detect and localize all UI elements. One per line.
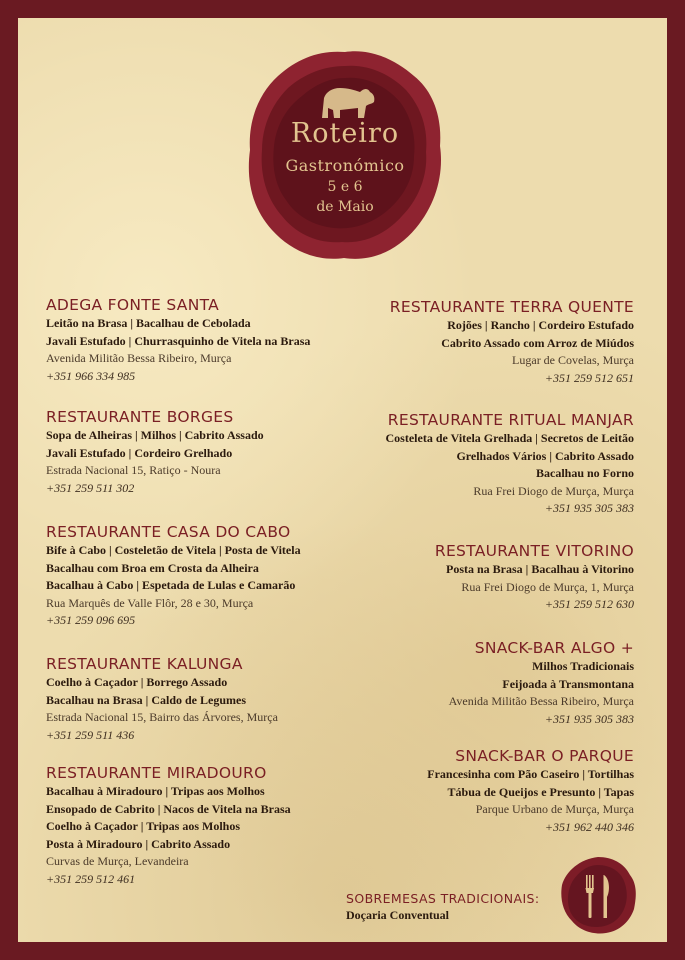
restaurant-name: SNACK-BAR ALGO +	[474, 639, 634, 657]
dish-line: Javali Estufado | Cordeiro Grelhado	[46, 445, 233, 460]
dish-line: Leitão na Brasa | Bacalhau de Cebolada	[46, 316, 251, 330]
restaurant-borges	[46, 407, 264, 497]
dish-line: Bife à Cabo | Costeletão de Vitela | Posta de Vitela	[46, 543, 301, 557]
restaurant-miradouro	[46, 763, 291, 888]
dish-line: Bacalhau à Cabo | Espetada de Lulas e Camarão	[46, 578, 296, 592]
restaurant-phone: +351 259 511 302	[46, 480, 135, 495]
wax-seal	[246, 46, 444, 264]
restaurant-phone: +351 259 512 461	[46, 871, 136, 886]
restaurant-address: Estrada Nacional 15, Bairro das Árvores, Murça	[46, 710, 278, 724]
menu-page	[18, 18, 667, 942]
dish-line: Grelhados Vários | Cabrito Assado	[456, 448, 634, 463]
restaurant-address: Rua Frei Diogo de Murça, Murça	[473, 483, 634, 498]
restaurant-name: RESTAURANTE TERRA QUENTE	[389, 298, 634, 316]
restaurant-address: Lugar de Covelas, Murça	[512, 353, 634, 367]
restaurant-address: Estrada Nacional 15, Ratiço - Noura	[46, 463, 221, 477]
restaurant-name: ADEGA FONTE SANTA	[46, 296, 220, 314]
restaurant-phone: +351 259 512 651	[544, 370, 634, 385]
restaurant-ritual-manjar	[386, 410, 635, 518]
restaurant-kalunga	[46, 654, 278, 744]
dish-line: Posta à Miradouro | Cabrito Assado	[46, 836, 231, 851]
desserts-section	[346, 890, 540, 924]
restaurant-address: Avenida Militão Bessa Ribeiro, Murça	[46, 351, 232, 365]
restaurant-vitorino	[435, 541, 634, 614]
dish-line: Coelho à Caçador | Borrego Assado	[46, 675, 228, 689]
dish-line: Javali Estufado | Churrasquinho de Vitela na Brasa	[46, 333, 311, 348]
restaurant-name: RESTAURANTE KALUNGA	[46, 655, 243, 673]
restaurant-phone: +351 259 511 436	[46, 727, 135, 742]
restaurant-name: RESTAURANTE MIRADOURO	[46, 764, 267, 782]
dish-line: Rojões | Rancho | Cordeiro Estufado	[447, 318, 634, 332]
dish-line: Feijoada à Transmontana	[502, 676, 634, 691]
dish-line: Sopa de Alheiras | Milhos | Cabrito Assado	[46, 428, 264, 442]
bear-icon	[318, 84, 376, 120]
restaurant-name: RESTAURANTE CASA DO CABO	[46, 523, 291, 541]
restaurant-phone: +351 935 305 383	[544, 501, 634, 515]
dish-line: Bacalhau no Forno	[535, 466, 634, 480]
seal-date-line2: de Maio	[316, 199, 374, 215]
dish-line: Bacalhau na Brasa | Caldo de Legumes	[46, 692, 246, 707]
restaurant-address: Rua Frei Diogo de Murça, 1, Murça	[461, 579, 634, 594]
seal-subtitle: Gastronómico	[285, 156, 405, 175]
restaurant-name: SNACK-BAR O PARQUE	[455, 747, 634, 765]
restaurant-phone: +351 259 096 695	[46, 613, 136, 627]
restaurant-name: RESTAURANTE BORGES	[46, 408, 234, 426]
restaurant-terra-quente	[390, 297, 634, 387]
dish-line: Coelho à Caçador | Tripas aos Molhos	[46, 819, 240, 833]
desserts-label: SOBREMESAS TRADICIONAIS:	[346, 891, 540, 906]
restaurant-address: Parque Urbano de Murça, Murça	[475, 802, 634, 816]
restaurant-phone: +351 935 305 383	[544, 711, 634, 726]
snack-bar-algo	[449, 638, 634, 728]
dish-line: Ensopado de Cabrito | Nacos de Vitela na Brasa	[46, 801, 291, 816]
seal-title: Roteiro	[290, 118, 400, 149]
restaurant-name: RESTAURANTE RITUAL MANJAR	[387, 411, 634, 429]
dish-line: Bacalhau à Miradouro | Tripas aos Molhos	[46, 784, 265, 798]
snack-bar-o-parque	[427, 746, 634, 836]
restaurant-phone: +351 259 512 630	[544, 597, 634, 611]
dish-line: Posta na Brasa | Bacalhau à Vitorino	[446, 562, 634, 576]
restaurant-casa-do-cabo	[46, 522, 301, 630]
dish-line: Cabrito Assado com Arroz de Miúdos	[441, 335, 634, 350]
restaurant-name: RESTAURANTE VITORINO	[434, 542, 634, 560]
dish-line: Tábua de Queijos e Presunto | Tapas	[447, 784, 634, 799]
restaurant-address: Avenida Militão Bessa Ribeiro, Murça	[448, 694, 634, 708]
dish-line: Francesinha com Pão Caseiro | Tortilhas	[427, 767, 634, 781]
restaurant-phone: +351 966 334 985	[46, 368, 136, 383]
desserts-value: Doçaria Conventual	[346, 908, 449, 922]
cutlery-icon	[558, 855, 638, 935]
restaurant-address: Curvas de Murça, Levandeira	[46, 854, 189, 868]
restaurant-phone: +351 962 440 346	[544, 819, 634, 834]
restaurant-adega-fonte-santa	[46, 295, 310, 385]
dish-line: Costeleta de Vitela Grelhada | Secretos de Leitão	[385, 431, 634, 445]
restaurant-address: Rua Marquês de Valle Flôr, 28 e 30, Murça	[46, 595, 254, 610]
dish-line: Bacalhau com Broa em Crosta da Alheira	[46, 560, 259, 575]
seal-date-line1: 5 e 6	[327, 179, 363, 195]
dish-line: Milhos Tradicionais	[532, 659, 634, 673]
